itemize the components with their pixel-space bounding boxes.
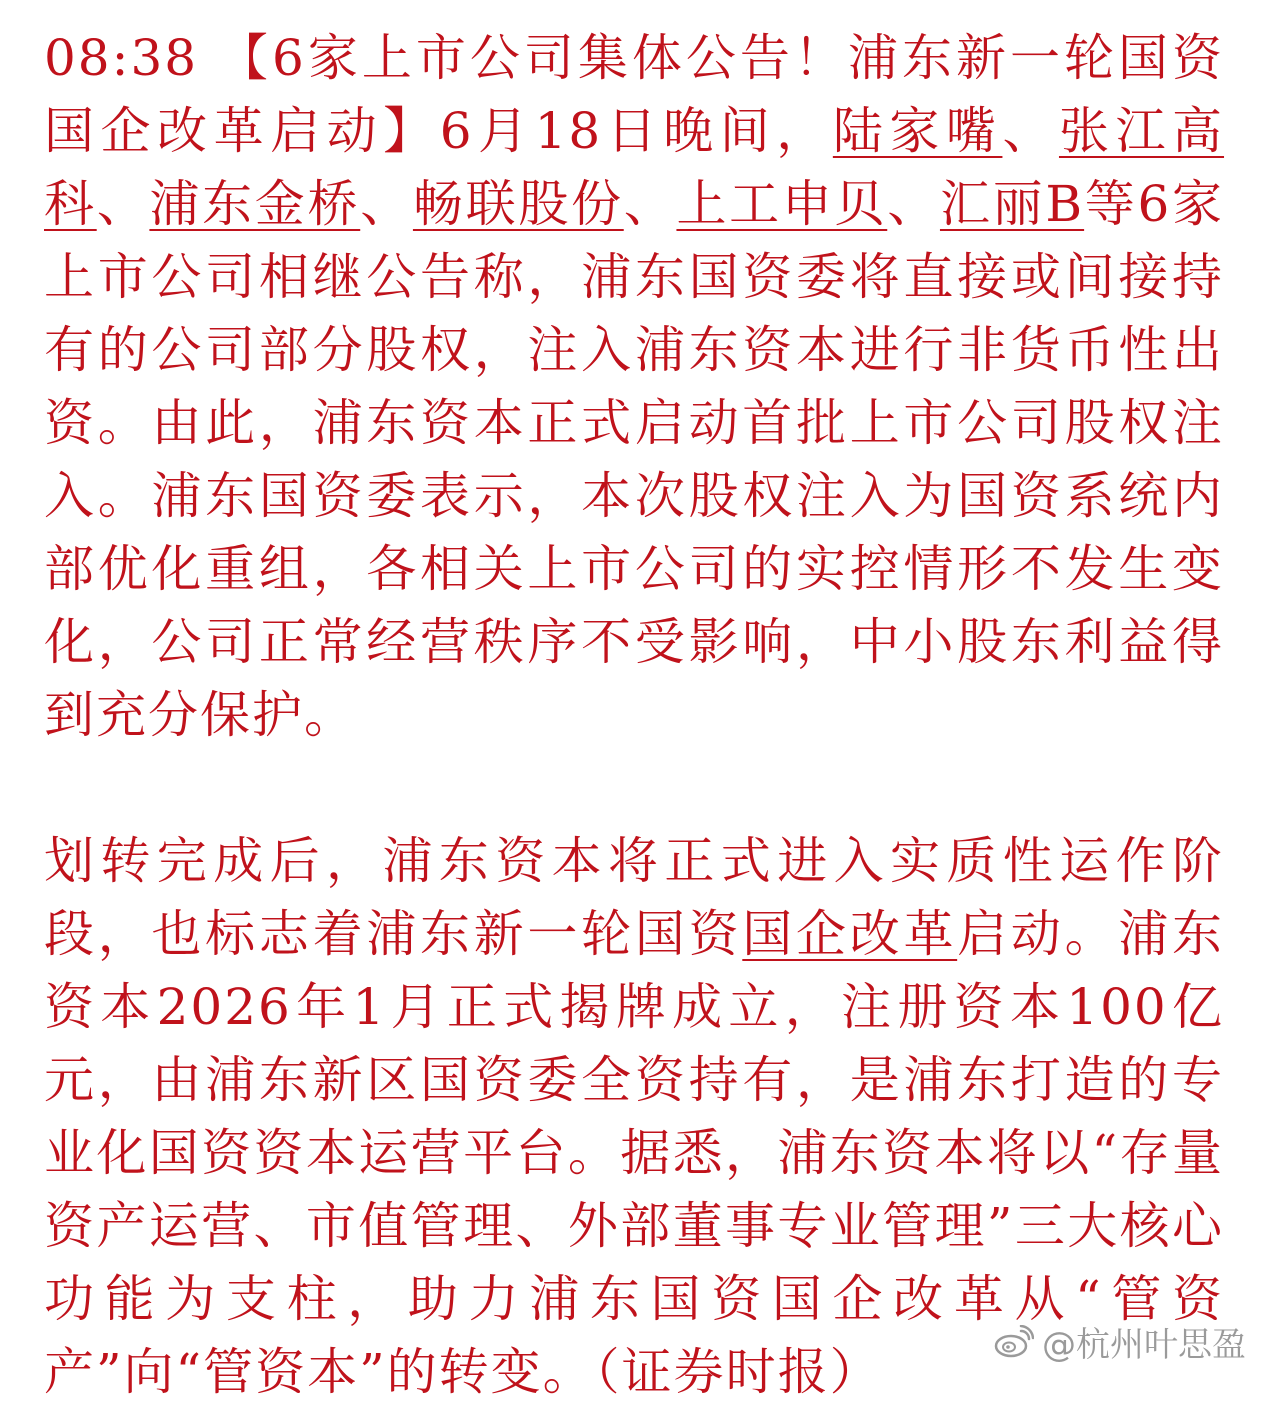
separator: 、 (1002, 102, 1059, 160)
news-time: 08:38 (44, 29, 199, 87)
topic-link-soe-reform[interactable]: 国企改革 (742, 905, 958, 963)
paragraph-2-text-start: 划转完成后，浦东资本将正式进入实质性运作阶段，也标志着浦东新一轮国资 (44, 832, 1224, 963)
article (44, 22, 1224, 1409)
separator: 、 (623, 175, 677, 233)
stock-link-changlian[interactable]: 畅联股份 (412, 175, 624, 233)
paragraph-2-text-end: 启动。浦东资本2026年1月正式揭牌成立，注册资本100亿元，由浦东新区国资委全资持有，是浦东打造的专业化国资资本运营平台。据悉，浦东资本将以“存量资产运营、市值管理、外部董事专业管理”三大核心功能为支柱，助力浦东国资国企改革从“管资产”向“管资本”的转变。（证券时报） (44, 905, 1225, 1401)
watermark-handle: @杭州叶思盈 (1042, 1325, 1246, 1365)
stock-link-huili[interactable]: 汇丽B (939, 175, 1085, 233)
stock-link-zhangjiang[interactable]: 张江高科 (44, 102, 1225, 233)
separator: 、 (887, 175, 940, 233)
stock-link-jinqiao[interactable]: 浦东金桥 (149, 175, 361, 233)
separator: 、 (96, 175, 150, 233)
stock-link-shanggong[interactable]: 上工申贝 (676, 175, 888, 233)
date-intro: 6月18日晚间， (439, 102, 833, 160)
paragraph-1 (44, 22, 1224, 752)
headline: 【6家上市公司集体公告！浦东新一轮国资国企改革启动】 (44, 29, 1224, 160)
weibo-icon (994, 1325, 1034, 1359)
separator: 、 (360, 175, 413, 233)
stock-link-lujiazui[interactable]: 陆家嘴 (832, 102, 1003, 160)
paragraph-1-body: 等6家上市公司相继公告称，浦东国资委将直接或间接持有的公司部分股权，注入浦东资本进行非货币性出资。由此，浦东资本正式启动首批上市公司股权注入。浦东国资委表示，本次股权注入为国资系统内部优化重组，各相关上市公司的实控情形不发生变化，公司正常经营秩序不受影响，中小股东利益得到充分保护。 (44, 175, 1225, 744)
watermark (994, 1317, 1246, 1366)
